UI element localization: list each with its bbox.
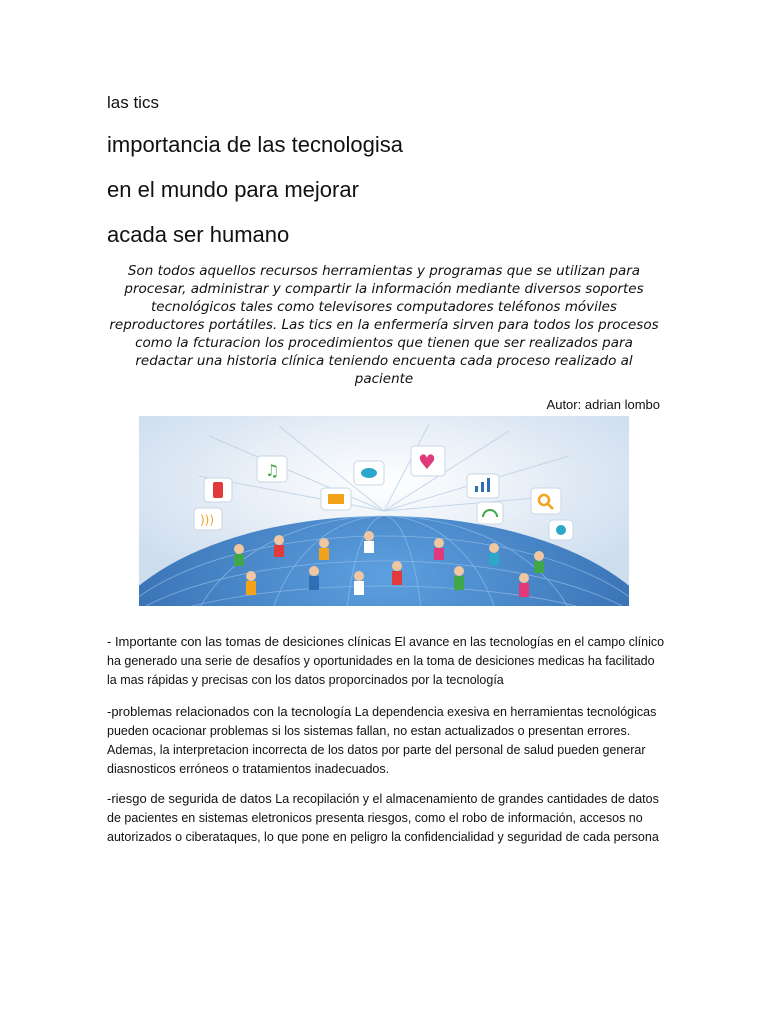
mail-icon — [321, 488, 351, 510]
svg-text:♫: ♫ — [265, 461, 280, 480]
phone-bubble-icon — [204, 478, 232, 502]
heading-line-3: acada ser humano — [107, 222, 290, 247]
search-icon — [531, 488, 561, 514]
svg-text:♥: ♥ — [418, 450, 436, 474]
music-note-icon — [257, 456, 287, 482]
paragraph-lead: -problemas relacionados con la tecnología — [107, 704, 352, 719]
paragraph-body: La recopilación y el almacenamiento de grandes cantidades de datos de pacientes en sistemas eletronicos presenta riesgos, como el robo de información, accesos no autorizados o ciberataques, lo que pone en peligro la confidencialidad y seguridad de cada persona — [107, 792, 659, 844]
paragraph-body: La dependencia exesiva en herramientas tecnológicas pueden ocacionar problemas si los sistemas fallan, no estan actualizados o presentan errores. Ademas, la interpretacion incorrecta de los datos por parte del personal de salud pueden generar diasnosticos erróneos o tratamientos inadecuados. — [107, 705, 657, 776]
paragraph-clinical-decisions — [107, 632, 667, 690]
definition-quote: Son todos aquellos recursos herramientas y programas que se utilizan para procesar, administrar y compartir la información mediante diversos soportes tecnológicos tales como televisores computadores teléfonos móviles reproductores portátiles. Las tics en la enfermería sirven para todos los procesos como la fcturacion los procedimientos que tienen que ser realizados para redactar una historia clínica teniendo encuenta cada proceso realizado al paciente — [109, 263, 659, 387]
signal-bars-icon — [467, 474, 499, 498]
heart-icon — [411, 446, 445, 476]
social-network-illustration — [139, 416, 629, 606]
chat-icon — [549, 520, 573, 540]
svg-text:))): ))) — [200, 513, 215, 527]
author-line: Autor: adrian lombo — [546, 397, 660, 412]
paragraph-body: El avance en las tecnologías en el campo clínico ha generado una serie de desafíos y oportunidades en la toma de desiciones medicas ha facilitado la mas rápidas y precisas con los datos proporcinados por la tecnología — [107, 635, 665, 687]
paragraph-lead: - Importante con las tomas de desiciones clínicas — [107, 634, 391, 649]
paragraph-lead: -riesgo de segurida de datos — [107, 791, 272, 806]
paragraph-data-security — [107, 789, 667, 847]
wifi-icon — [194, 508, 222, 530]
heading-line-2: en el mundo para mejorar — [107, 177, 359, 202]
heading-line-1: importancia de las tecnologisa — [107, 132, 403, 157]
paragraph-technology-problems — [107, 702, 667, 779]
headphones-icon — [477, 502, 503, 524]
document-subtitle: las tics — [107, 93, 159, 112]
bird-icon — [354, 461, 384, 485]
